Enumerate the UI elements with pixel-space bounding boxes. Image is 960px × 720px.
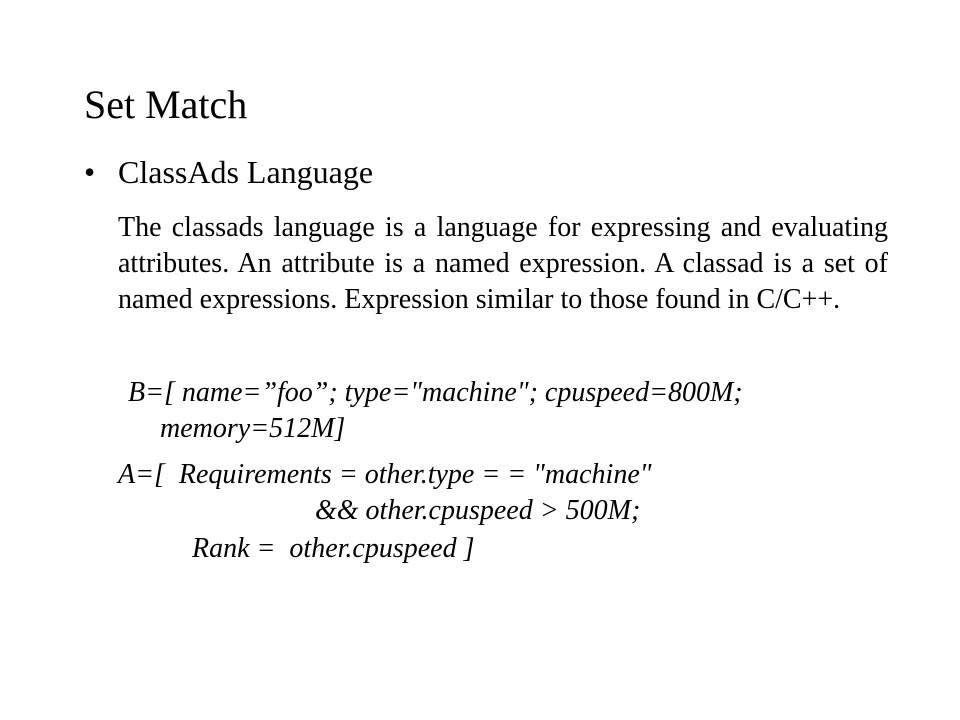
slide-title: Set Match — [84, 82, 248, 127]
classad-b-line-1: B=[ name=”foo”; type="machine"; cpuspeed=800M; — [128, 377, 743, 408]
bullet-text: ClassAds Language — [118, 154, 374, 190]
description-paragraph: The classads language is a language for expressing and evaluating attributes. An attribute is a named expression. A classad is a set of named expressions. Expression similar to those found in C/C++. — [118, 212, 888, 315]
bullet-item — [84, 152, 373, 192]
classad-b-line-2: memory=512M] — [160, 413, 346, 444]
classad-a-line-1: A=[ Requirements = other.type = = "machine" — [118, 459, 652, 490]
bullet-icon: • — [84, 154, 96, 190]
classad-a-line-3: Rank = other.cpuspeed ] — [192, 533, 475, 564]
classad-a-line-2: && other.cpuspeed > 500M; — [315, 495, 641, 526]
